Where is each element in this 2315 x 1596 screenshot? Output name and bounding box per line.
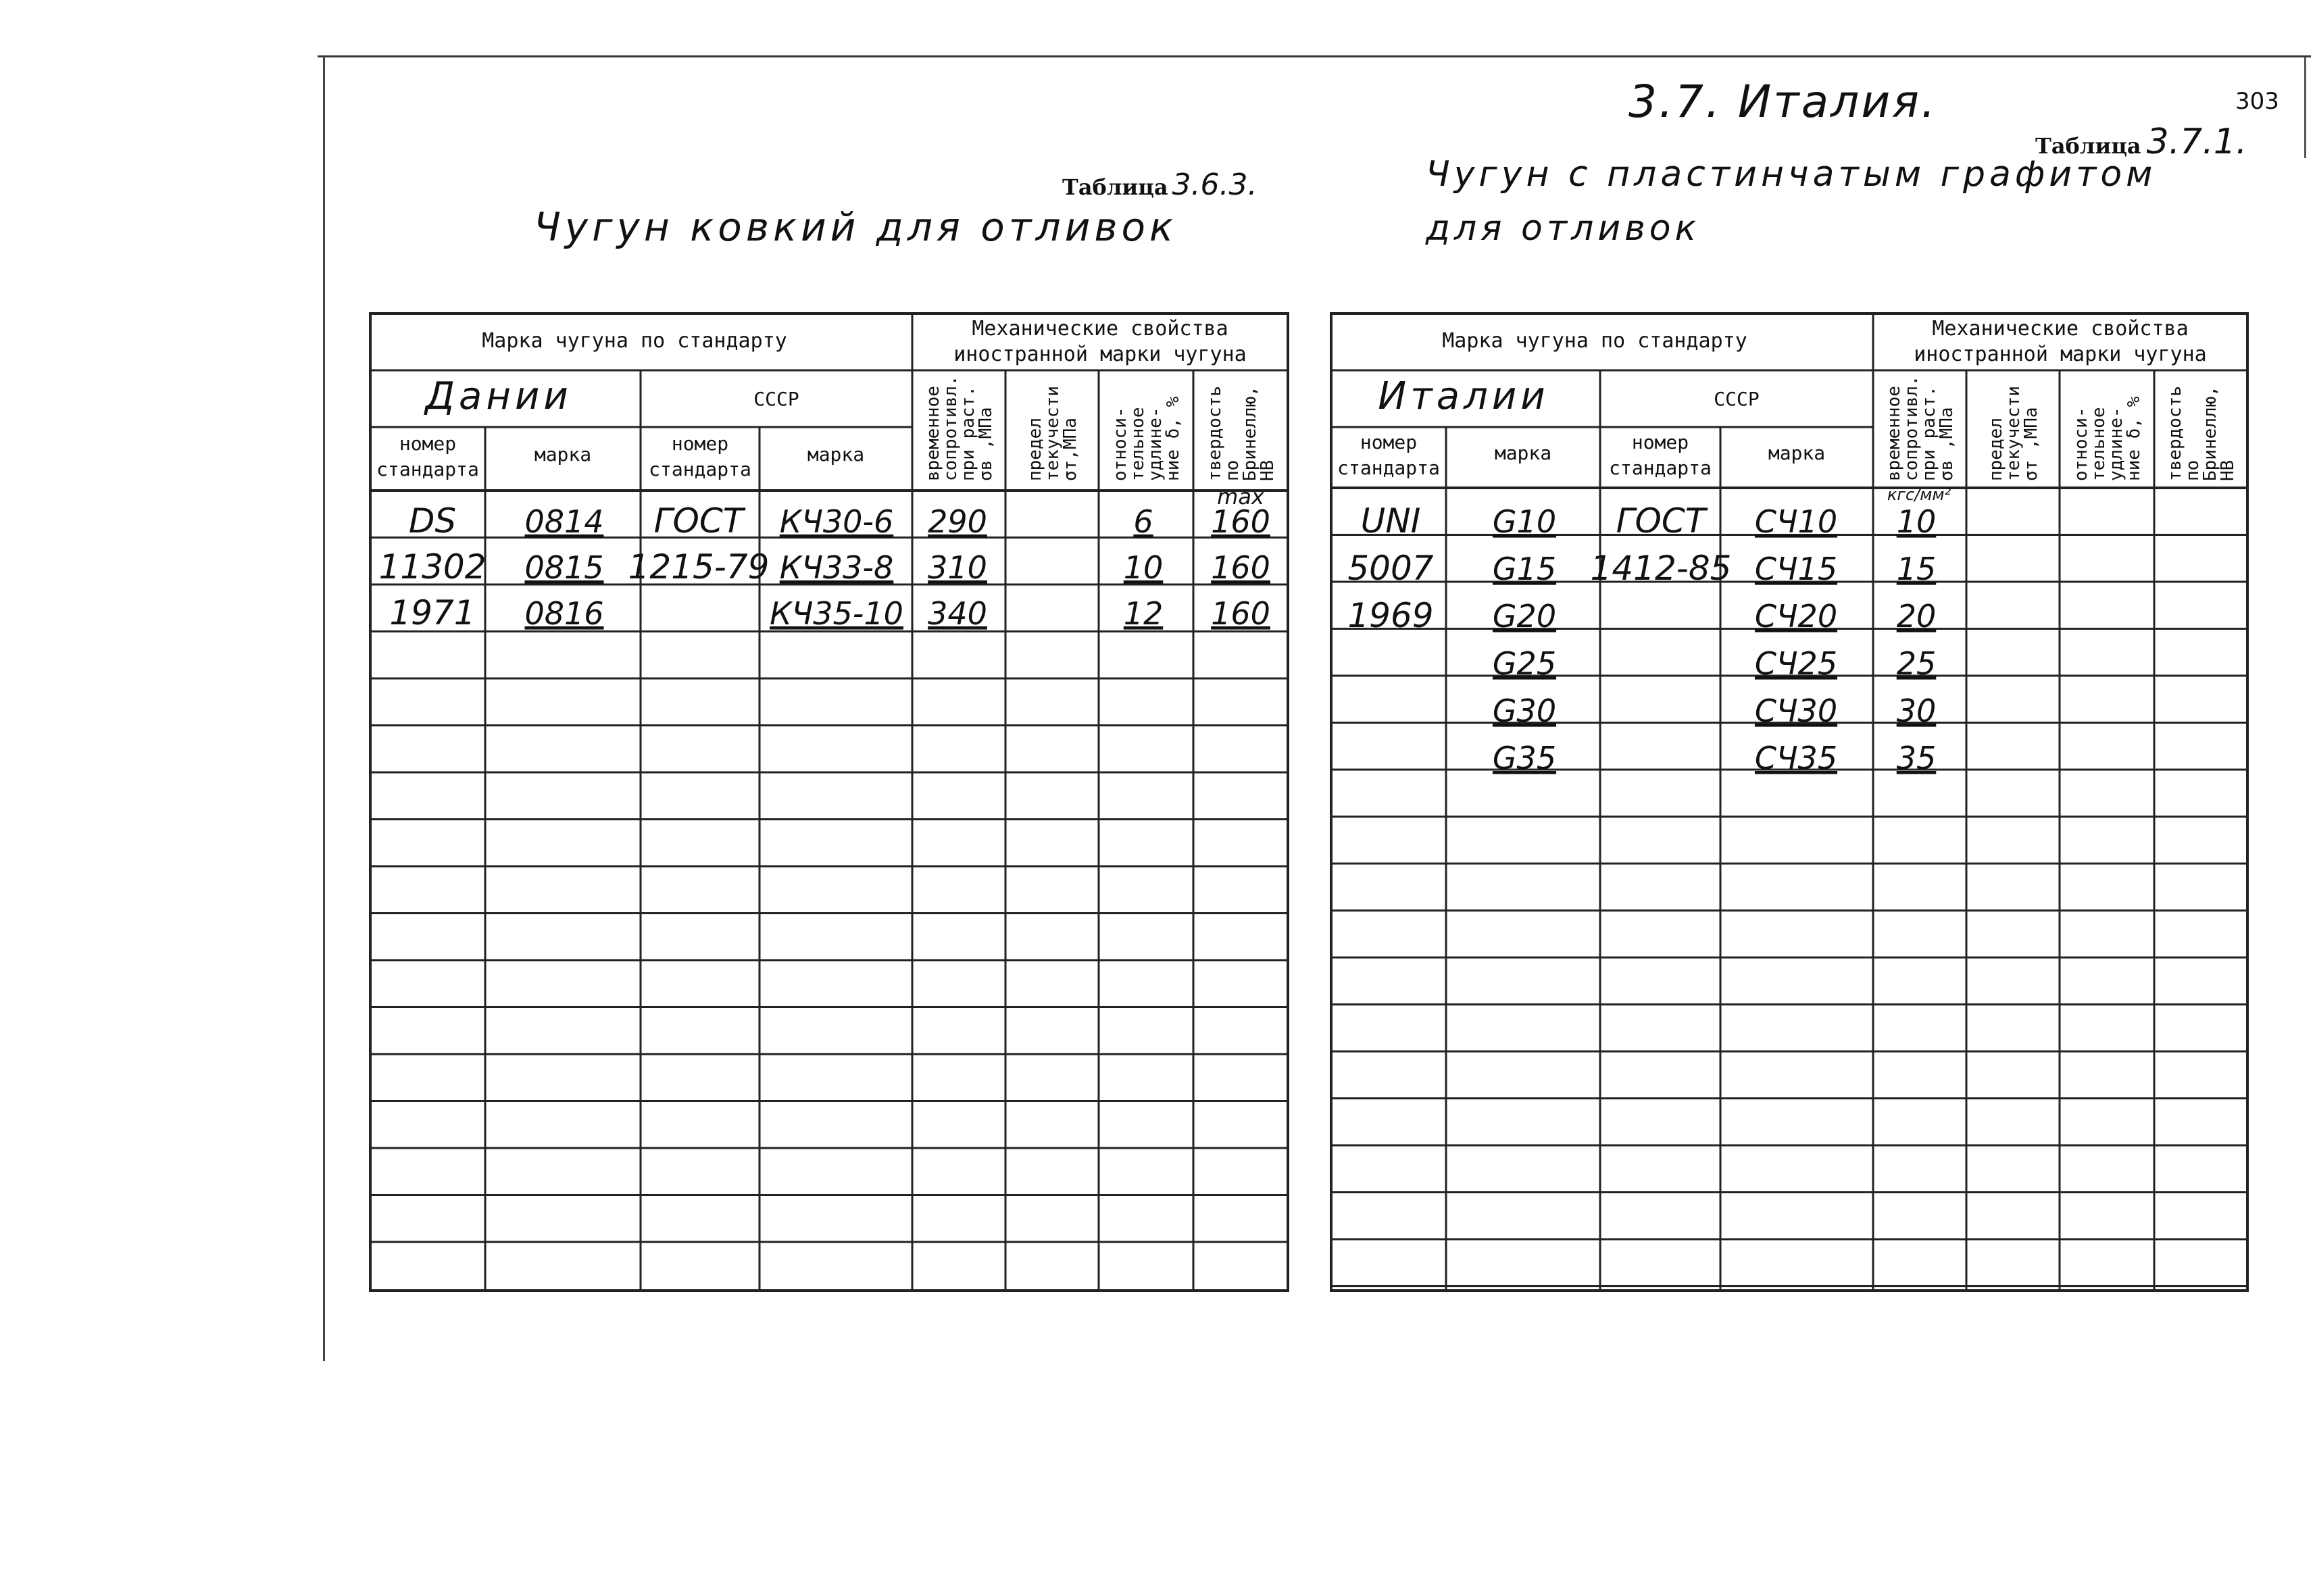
- left-header-elong-line2: тельное: [1128, 407, 1148, 481]
- left-header-tensile-line3: при раст.: [958, 386, 978, 481]
- left-header-hardness-line3: Бринеллю,: [1240, 386, 1260, 481]
- right-header-mech-line1: Механические свойства: [1932, 317, 2189, 341]
- right-cell-u_std: ГОСТ: [1616, 501, 1706, 541]
- right-header-u-grade: марка: [1768, 442, 1826, 464]
- left-header-tensile-line4: σв ,МПа: [976, 407, 996, 481]
- right-header-tensile-line2: сопротивл.: [1901, 375, 1922, 481]
- left-cell-f_std: 11302: [378, 547, 487, 587]
- left-cell-f_std: 1971: [389, 593, 476, 632]
- left-table-label-number: 3.6.3.: [1172, 168, 1258, 202]
- right-header-hardness-line1: твердость: [2165, 386, 2185, 481]
- right-cell-u_grade: СЧ20: [1754, 598, 1838, 634]
- right-table-label-number: 3.7.1.: [2146, 122, 2247, 162]
- left-header-tensile-line1: временное: [923, 386, 943, 481]
- right-table-label-prefix: Таблица: [2035, 133, 2141, 159]
- right-header-elong-line4: ние δ, %: [2124, 396, 2144, 481]
- left-cell-hb: 160: [1211, 549, 1270, 586]
- left-header-elong-line3: удлине-: [1145, 407, 1166, 481]
- left-header-ussr: СССР: [753, 388, 799, 410]
- left-header-yield-line1: предел: [1025, 418, 1045, 481]
- right-cell-tensile: 35: [1896, 740, 1937, 776]
- right-cell-u_grade: СЧ10: [1754, 503, 1838, 540]
- right-cell-f_std: 1969: [1347, 596, 1434, 635]
- left-cell-elong: 6: [1133, 503, 1153, 540]
- left-header-elong-line4: ние δ, %: [1163, 396, 1183, 481]
- left-cell-tensile: 310: [928, 549, 987, 586]
- right-header-elong-line1: относи-: [2071, 407, 2091, 481]
- right-header-yield-line3: σт ,МПа: [2021, 407, 2041, 481]
- right-header-ussr: СССР: [1714, 388, 1760, 410]
- right-header-elong-line2: тельное: [2089, 407, 2109, 481]
- left-cell-elong: 10: [1123, 549, 1164, 586]
- right-cell-tensile: 20: [1896, 598, 1937, 634]
- left-cell-u_grade: КЧ35-10: [770, 595, 903, 632]
- left-table-label-prefix: Таблица: [1062, 174, 1168, 200]
- left-header-hardness-line1: твердость: [1205, 386, 1225, 481]
- left-cell-u_grade: КЧ30-6: [779, 503, 894, 540]
- right-header-elong-line3: удлине-: [2106, 407, 2126, 481]
- right-cell-tensile: 25: [1896, 645, 1937, 682]
- right-cell-f_std: UNI: [1360, 501, 1421, 541]
- right-header-f-std-1: номер: [1360, 431, 1418, 453]
- right-header-country: Италии: [1378, 374, 1549, 418]
- right-header-f-std-2: стандарта: [1337, 457, 1440, 479]
- left-cell-hb: 160: [1211, 503, 1270, 540]
- right-header-hardness-line2: по: [2183, 459, 2203, 481]
- right-header-hardness-line4: НВ: [2218, 459, 2238, 481]
- right-header-mech-line2: иностранной марки чугуна: [1914, 343, 2207, 366]
- right-cell-tensile: 30: [1896, 693, 1937, 729]
- right-cell-u_grade: СЧ15: [1754, 551, 1838, 587]
- page-number: 303: [2235, 88, 2279, 115]
- right-tensile-unit: кгс/мм²: [1887, 485, 1951, 504]
- left-header-hardness-line4: НВ: [1258, 459, 1278, 481]
- right-header-tensile-line1: временное: [1884, 386, 1904, 481]
- right-cell-u_grade: СЧ25: [1754, 645, 1838, 682]
- left-header-yield-line3: σт,МПа: [1060, 418, 1080, 481]
- right-cell-f_grade: G20: [1492, 598, 1557, 634]
- right-header-hardness-line3: Бринеллю,: [2200, 386, 2220, 481]
- section-heading: 3.7. Италия.: [1628, 76, 1937, 128]
- right-header-u-std-1: номер: [1631, 431, 1689, 453]
- right-table-title-line2: для отливок: [1426, 208, 1701, 249]
- left-header-tensile-line2: сопротивл.: [941, 375, 961, 481]
- left-header-mech-line1: Механические свойства: [972, 317, 1228, 341]
- left-header-u-std-2: стандарта: [649, 458, 751, 480]
- left-cell-u_grade: КЧ33-8: [779, 549, 894, 586]
- right-header-yield-line2: текучести: [2003, 386, 2024, 481]
- right-header-tensile-line4: σв ,МПа: [1937, 407, 1957, 481]
- left-cell-f_grade: 0815: [524, 549, 604, 586]
- left-hardness-note: max: [1217, 484, 1264, 509]
- left-header-grade-group: Марка чугуна по стандарту: [482, 329, 787, 353]
- right-header-grade-group: Марка чугуна по стандарту: [1442, 329, 1747, 353]
- left-header-f-std-1: номер: [399, 432, 457, 455]
- left-cell-f_grade: 0816: [524, 595, 604, 632]
- right-header-f-grade: марка: [1494, 442, 1552, 464]
- left-cell-tensile: 340: [928, 595, 987, 632]
- right-cell-tensile: 15: [1896, 551, 1937, 587]
- right-cell-f_grade: G30: [1492, 693, 1557, 729]
- right-header-u-std-2: стандарта: [1609, 457, 1712, 479]
- right-table-title-line1: Чугун с пластинчатым графитом: [1426, 154, 2157, 195]
- right-header-yield-line1: предел: [1986, 418, 2006, 481]
- right-cell-f_grade: G35: [1492, 740, 1557, 776]
- left-cell-f_grade: 0814: [524, 503, 604, 540]
- right-cell-f_grade: G15: [1492, 551, 1557, 587]
- left-header-u-grade: марка: [807, 443, 865, 466]
- left-cell-elong: 12: [1123, 595, 1164, 632]
- right-cell-f_grade: G10: [1492, 503, 1557, 540]
- right-cell-u_grade: СЧ30: [1754, 693, 1838, 729]
- left-header-country: Дании: [425, 374, 572, 418]
- left-header-hardness-line2: по: [1222, 459, 1243, 481]
- left-cell-tensile: 290: [928, 503, 987, 540]
- left-cell-f_std: DS: [408, 501, 457, 541]
- left-header-u-std-1: номер: [671, 432, 729, 455]
- left-header-yield-line2: текучести: [1043, 386, 1063, 481]
- left-table-title: Чугун ковкий для отливок: [534, 204, 1178, 250]
- left-header-mech-line2: иностранной марки чугуна: [953, 343, 1247, 366]
- right-header-tensile-line3: при раст.: [1919, 386, 1939, 481]
- right-cell-u_std: 1412-85: [1590, 549, 1732, 588]
- left-header-elong-line1: относи-: [1110, 407, 1130, 481]
- right-cell-f_grade: G25: [1492, 645, 1557, 682]
- left-cell-u_std: 1215-79: [628, 547, 770, 587]
- left-cell-hb: 160: [1211, 595, 1270, 632]
- left-header-f-std-2: стандарта: [376, 458, 479, 480]
- right-cell-f_std: 5007: [1347, 549, 1434, 588]
- left-header-f-grade: марка: [534, 443, 592, 466]
- right-cell-tensile: 10: [1896, 503, 1937, 540]
- left-cell-u_std: ГОСТ: [653, 501, 744, 541]
- right-cell-u_grade: СЧ35: [1754, 740, 1838, 776]
